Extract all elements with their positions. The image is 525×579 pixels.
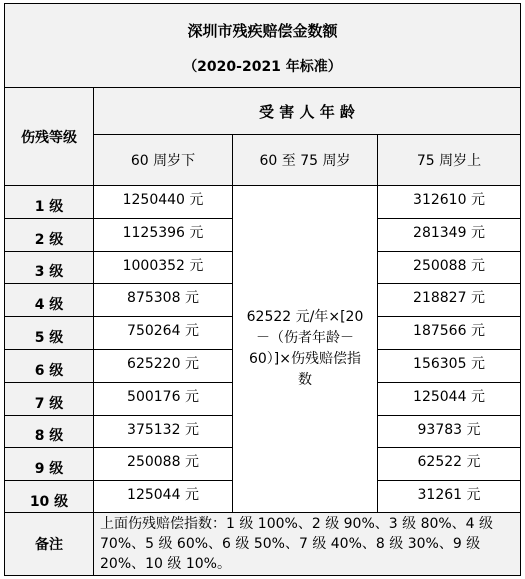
grade-label: 8 级 [4, 415, 94, 448]
grade-label: 3 级 [4, 251, 94, 284]
age-group-header: 受 害 人 年 龄 [93, 87, 521, 135]
col-header-60-to-75: 60 至 75 周岁 [232, 134, 378, 186]
table-title: 深圳市残疾赔偿金数额 [187, 22, 338, 40]
grade-label: 10 级 [4, 480, 94, 514]
grade-label: 6 级 [4, 349, 94, 383]
value-under60: 1250440 元 [93, 185, 233, 219]
col-header-over75: 75 周岁上 [377, 134, 521, 186]
value-over75: 218827 元 [377, 283, 521, 317]
grade-label: 2 级 [4, 218, 94, 252]
remark-label: 备注 [4, 512, 94, 576]
value-over75: 125044 元 [377, 382, 521, 416]
value-over75: 93783 元 [377, 415, 521, 448]
value-under60: 750264 元 [93, 316, 233, 350]
value-over75: 312610 元 [377, 185, 521, 219]
table-subtitle: （2020-2021 年标准） [183, 59, 342, 75]
value-over75: 187566 元 [377, 316, 521, 350]
grade-label: 1 级 [4, 185, 94, 219]
value-over75: 281349 元 [377, 218, 521, 252]
value-under60: 250088 元 [93, 447, 233, 481]
value-over75: 250088 元 [377, 251, 521, 284]
grade-label: 4 级 [4, 283, 94, 317]
grade-label: 9 级 [4, 447, 94, 481]
value-under60: 1000352 元 [93, 251, 233, 284]
value-over75: 31261 元 [377, 480, 521, 514]
grade-label: 5 级 [4, 316, 94, 350]
value-under60: 125044 元 [93, 480, 233, 514]
value-over75: 62522 元 [377, 447, 521, 481]
value-over75: 156305 元 [377, 349, 521, 383]
value-under60: 500176 元 [93, 382, 233, 416]
value-under60: 375132 元 [93, 415, 233, 448]
value-under60: 1125396 元 [93, 218, 233, 252]
table-title-block [4, 3, 521, 88]
col-header-under60: 60 周岁下 [93, 134, 233, 186]
value-under60: 875308 元 [93, 283, 233, 317]
remark-text: 上面伤残赔偿指数：1 级 100%、2 级 90%、3 级 80%、4 级 70%、5 级 60%、6 级 50%、7 级 40%、8 级 30%、9 级 20%、10 级 10%。 [93, 512, 521, 576]
grade-label: 7 级 [4, 382, 94, 416]
value-under60: 625220 元 [93, 349, 233, 383]
middle-formula-cell: 62522 元/年×[20－（伤者年龄－60）]×伤残赔偿指数 [232, 185, 378, 513]
grade-column-header: 伤残等级 [4, 87, 94, 186]
